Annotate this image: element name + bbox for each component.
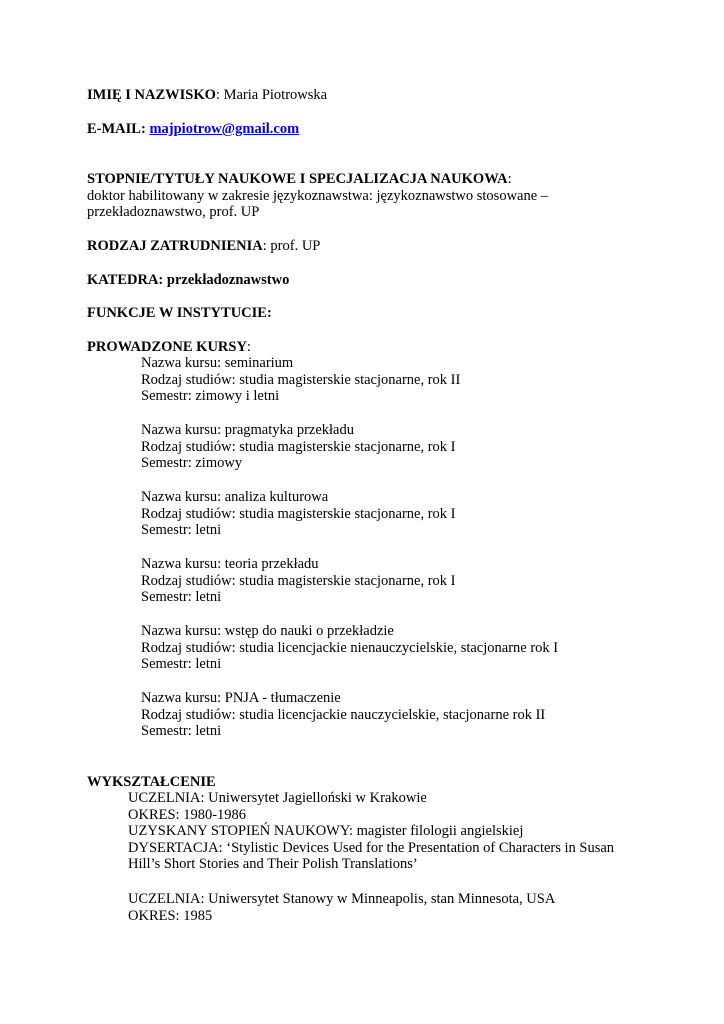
education-entry bbox=[128, 790, 684, 873]
course-item bbox=[141, 556, 684, 606]
education-line: OKRES: 1985 bbox=[128, 907, 213, 924]
course-item bbox=[141, 422, 684, 472]
course-name: Nazwa kursu: pragmatyka przekładu bbox=[141, 422, 354, 438]
course-name: Nazwa kursu: teoria przekładu bbox=[141, 556, 319, 572]
functions-label: FUNKCJE W INSTYTUCIE: bbox=[87, 305, 272, 321]
course-semester: Semestr: letni bbox=[141, 522, 222, 538]
employment-label: RODZAJ ZATRUDNIENIA bbox=[87, 238, 263, 254]
education-heading bbox=[87, 774, 684, 791]
course-semester: Semestr: letni bbox=[141, 723, 222, 739]
education-line: DYSERTACJA: ‘Stylistic Devices Used for the Presentation of Characters in Susan bbox=[128, 839, 615, 856]
education-entry bbox=[128, 891, 684, 924]
employment-value: prof. UP bbox=[270, 238, 321, 254]
education-label: WYKSZTAŁCENIE bbox=[87, 774, 216, 790]
course-type: Rodzaj studiów: studia licencjackie nienauczycielskie, stacjonarne rok I bbox=[141, 639, 559, 656]
course-item bbox=[141, 690, 684, 740]
course-name: Nazwa kursu: wstęp do nauki o przekładzie bbox=[141, 623, 394, 639]
course-semester: Semestr: letni bbox=[141, 589, 222, 605]
course-semester: Semestr: letni bbox=[141, 656, 222, 672]
degrees-value-line2: przekładoznawstwo, prof. UP bbox=[87, 204, 260, 220]
employment-field: RODZAJ ZATRUDNIENIA: prof. UP bbox=[87, 238, 321, 254]
courses-heading: PROWADZONE KURSY: bbox=[87, 339, 251, 355]
department-label: KATEDRA: przekładoznawstwo bbox=[87, 272, 290, 288]
course-name: Nazwa kursu: analiza kulturowa bbox=[141, 489, 329, 505]
name-value: Maria Piotrowska bbox=[223, 87, 328, 103]
name-field: IMIĘ I NAZWISKO: Maria Piotrowska bbox=[87, 87, 328, 103]
education-line: UZYSKANY STOPIEŃ NAUKOWY: magister filologii angielskiej bbox=[128, 823, 524, 839]
course-item bbox=[141, 623, 684, 673]
email-field bbox=[87, 121, 684, 138]
functions-field bbox=[87, 305, 684, 322]
education-line: UCZELNIA: Uniwersytet Jagielloński w Krakowie bbox=[128, 790, 427, 806]
course-type: Rodzaj studiów: studia magisterskie stacjonarne, rok I bbox=[141, 505, 456, 522]
course-name: Nazwa kursu: PNJA - tłumaczenie bbox=[141, 690, 341, 706]
courses-label: PROWADZONE KURSY bbox=[87, 339, 247, 355]
course-type: Rodzaj studiów: studia magisterskie stacjonarne, rok I bbox=[141, 438, 456, 455]
education-line: Hill’s Short Stories and Their Polish Translations’ bbox=[128, 856, 418, 872]
degrees-label: STOPNIE/TYTUŁY NAUKOWE I SPECJALIZACJA NAUKOWA bbox=[87, 171, 508, 187]
course-name: Nazwa kursu: seminarium bbox=[141, 355, 294, 371]
degrees-value-line1: doktor habilitowany w zakresie językoznawstwa: językoznawstwo stosowane – bbox=[87, 187, 549, 204]
course-type: Rodzaj studiów: studia licencjackie nauczycielskie, stacjonarne rok II bbox=[141, 706, 546, 723]
course-type: Rodzaj studiów: studia magisterskie stacjonarne, rok I bbox=[141, 572, 456, 589]
course-semester: Semestr: zimowy bbox=[141, 455, 243, 471]
name-label: IMIĘ I NAZWISKO bbox=[87, 87, 216, 103]
course-item bbox=[141, 489, 684, 539]
course-semester: Semestr: zimowy i letni bbox=[141, 388, 280, 404]
education-line: OKRES: 1980-1986 bbox=[128, 806, 247, 823]
department-field bbox=[87, 272, 684, 289]
course-item bbox=[141, 355, 684, 405]
degrees-section: STOPNIE/TYTUŁY NAUKOWE I SPECJALIZACJA NAUKOWA: doktor habilitowany w zakresie językoznawstwa: językoznawstwo stosowane – przekładoznawstwo, prof. UP bbox=[87, 171, 684, 221]
course-type: Rodzaj studiów: studia magisterskie stacjonarne, rok II bbox=[141, 371, 461, 388]
education-line: UCZELNIA: Uniwersytet Stanowy w Minneapolis, stan Minnesota, USA bbox=[128, 891, 556, 907]
email-label: E-MAIL: bbox=[87, 121, 146, 137]
email-link[interactable]: majpiotrow@gmail.com bbox=[149, 121, 300, 137]
